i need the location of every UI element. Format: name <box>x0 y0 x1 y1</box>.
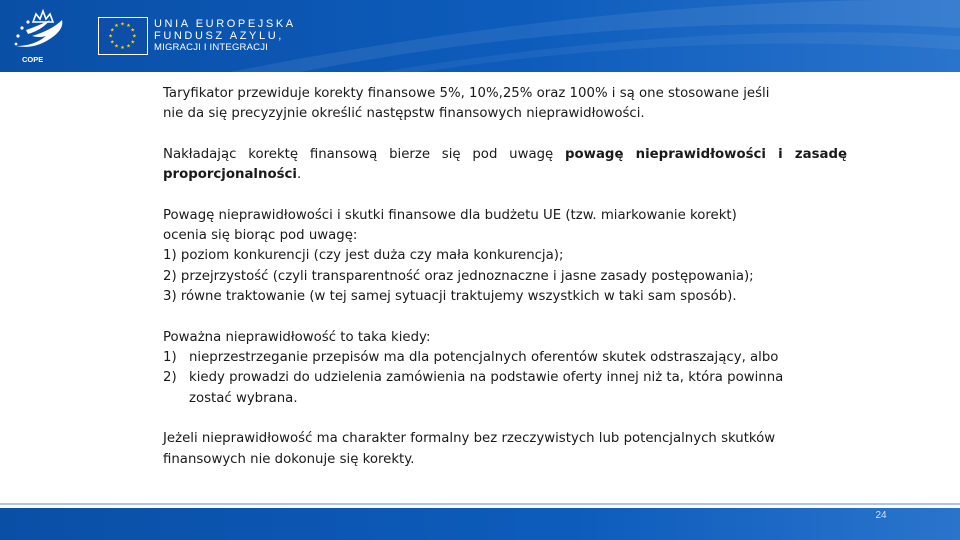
svg-text:★: ★ <box>109 39 115 46</box>
slide-body <box>163 84 847 490</box>
svg-text:★: ★ <box>130 39 136 46</box>
correction-text-start: Nakładając korektę finansową bierze się pod uwagę <box>163 146 566 162</box>
formal-irregularity-line-1: Jeżeli nieprawidłowość ma charakter formalny bez rzeczywistych lub potencjalnych skutków <box>163 431 776 447</box>
paragraph-correction-basis <box>163 145 847 186</box>
formal-irregularity-line-2: finansowych nie dokonuje się korekty. <box>163 451 415 467</box>
seriousness-criterion-1: 1) poziom konkurencji (czy jest duża czy mała konkurencja); <box>163 248 564 264</box>
serious-irregularity-intro: Poważna nieprawidłowość to taka kiedy: <box>163 329 431 345</box>
cope-logo-text: COPE <box>22 55 44 64</box>
correction-text-bold-2: proporcjonalności <box>163 167 297 183</box>
serious-irregularity-item-2 <box>163 368 847 409</box>
paragraph-serious-irregularity <box>163 328 847 410</box>
item-2-text-line-1: kiedy prowadzi do udzielenia zamówienia na podstawie oferty innej niż ta, która powinna <box>189 370 784 386</box>
svg-text:★: ★ <box>126 23 131 29</box>
svg-text:★: ★ <box>114 43 119 50</box>
svg-text:★: ★ <box>126 43 131 50</box>
footer-bar <box>0 508 960 540</box>
item-1-text: nieprzestrzeganie przepisów ma dla potencjalnych oferentów skutek odstraszający, albo <box>189 350 779 366</box>
item-2-number: 2) <box>163 370 177 386</box>
svg-text:★: ★ <box>130 27 136 34</box>
svg-text:★: ★ <box>114 23 119 29</box>
eu-stars-icon <box>99 18 146 53</box>
svg-text:★: ★ <box>132 33 137 40</box>
eu-line-3: MIGRACJI I INTEGRACJI <box>154 42 268 53</box>
item-1-number: 1) <box>163 350 177 366</box>
paragraph-seriousness <box>163 206 847 308</box>
paragraph-correction-line-1 <box>163 145 847 165</box>
svg-text:★: ★ <box>120 45 125 52</box>
footer-divider <box>0 503 960 505</box>
paragraph-tariff-line-1: Taryfikator przewiduje korekty finansowe 5%, 10%,25% oraz 100% i są one stosowane jeśli <box>163 86 770 101</box>
paragraph-correction-line-2 <box>163 165 847 185</box>
paragraph-formal-irregularity <box>163 429 847 470</box>
seriousness-criterion-2: 2) przejrzystość (czyli transparentność oraz jednoznaczne i jasne zasady postępowania); <box>163 268 754 284</box>
page-number: 24 <box>875 510 887 521</box>
eu-fund-label <box>154 18 296 54</box>
eu-line-1: UNIA EUROPEJSKA <box>154 18 296 30</box>
svg-text:★: ★ <box>108 33 113 40</box>
header-bar <box>0 0 960 72</box>
serious-irregularity-item-1 <box>163 348 847 368</box>
paragraph-tariff <box>163 84 847 125</box>
correction-text-bold: powagę nieprawidłowości i zasadę <box>565 146 847 162</box>
eu-line-2: FUNDUSZ AZYLU, <box>154 30 284 42</box>
cope-logo <box>6 6 78 66</box>
correction-text-end: . <box>296 167 302 183</box>
seriousness-line-2: ocenia się biorąc pod uwagę: <box>163 228 358 244</box>
paragraph-tariff-line-2: nie da się precyzyjnie określić następstw finansowych nieprawidłowości. <box>163 106 645 122</box>
svg-text:★: ★ <box>120 21 125 28</box>
seriousness-criterion-3: 3) równe traktowanie (w tej samej sytuacji traktujemy wszystkich w taki sam sposób). <box>163 289 737 305</box>
item-2-text-line-2: zostać wybrana. <box>189 390 298 406</box>
svg-text:★: ★ <box>109 27 115 34</box>
seriousness-line-1: Powagę nieprawidłowości i skutki finansowe dla budżetu UE (tzw. miarkowanie korekt) <box>163 207 737 223</box>
eu-flag <box>98 17 148 55</box>
